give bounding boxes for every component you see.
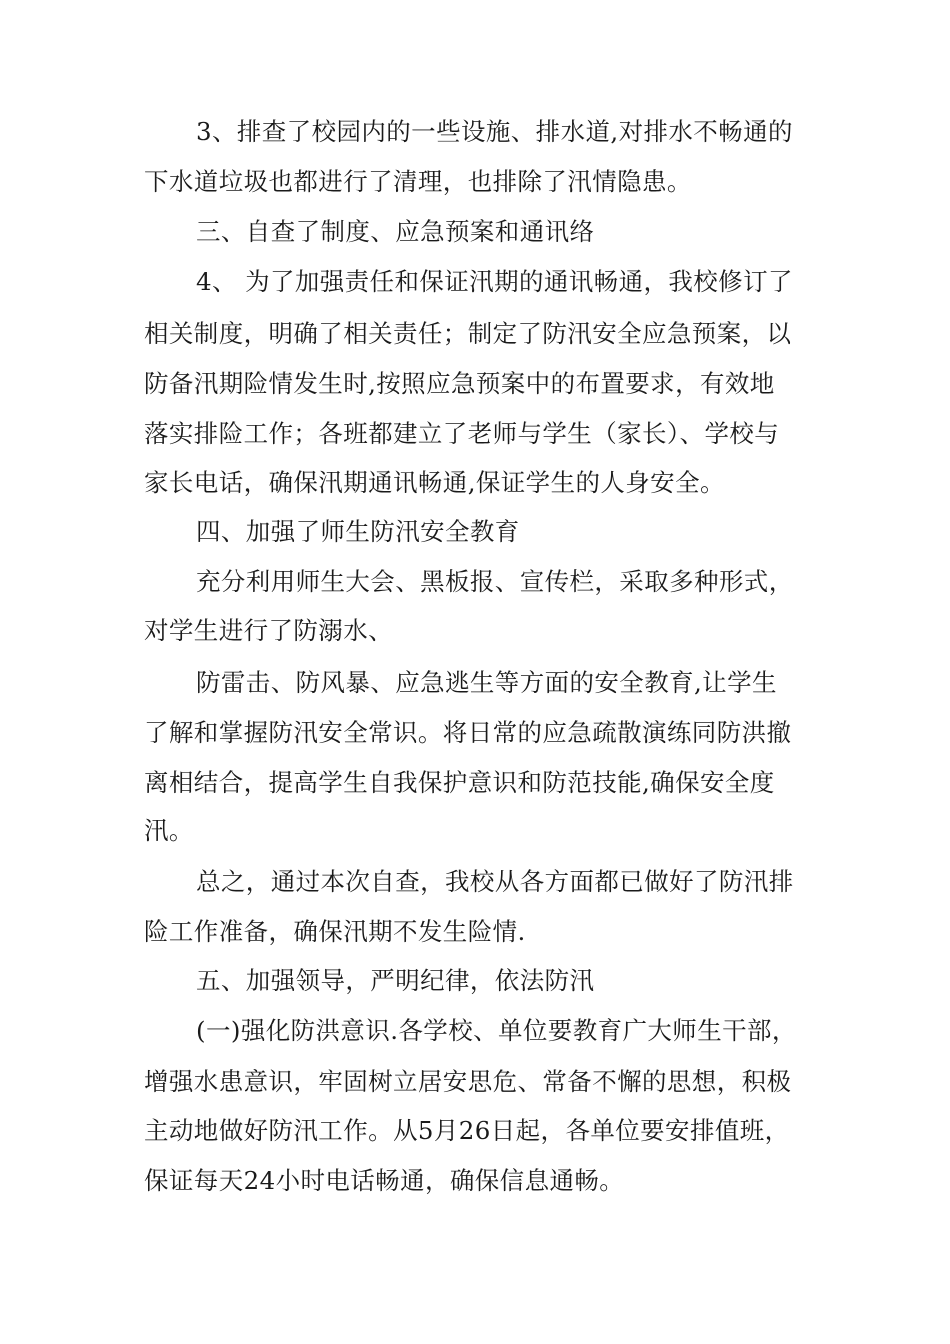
section-heading: 五、加强领导，严明纪律，依法防汛: [196, 966, 595, 995]
text-line: 防雷击、防风暴、应急逃生等方面的安全教育,让学生: [196, 668, 777, 697]
text-line: 家长电话，确保汛期通讯畅通,保证学生的人身安全。: [144, 468, 725, 497]
section-heading: 三、自查了制度、应急预案和通讯络: [196, 217, 595, 246]
text-line: 险工作准备，确保汛期不发生险情.: [144, 917, 526, 946]
text-line: 离相结合，提高学生自我保护意识和防范技能,确保安全度: [144, 768, 775, 797]
text-line: 落实排险工作；各班都建立了老师与学生（家长）、学校与: [144, 419, 780, 448]
text-line: 汛。: [144, 816, 194, 845]
text-line: 相关制度，明确了相关责任；制定了防汛安全应急预案，以: [144, 319, 792, 348]
section-heading: 四、加强了师生防汛安全教育: [196, 517, 520, 546]
text-line: 对学生进行了防溺水、: [144, 616, 393, 645]
text-line: 3、排查了校园内的一些设施、排水道,对排水不畅通的: [196, 117, 793, 146]
text-line: 主动地做好防汛工作。从5月26日起，各单位要安排值班，: [144, 1116, 790, 1145]
text-line: 保证每天24小时电话畅通，确保信息通畅。: [144, 1166, 625, 1195]
text-line: 防备汛期险情发生时,按照应急预案中的布置要求，有效地: [144, 369, 775, 398]
text-line: 总之，通过本次自查，我校从各方面都已做好了防汛排: [196, 867, 794, 896]
text-line: 下水道垃圾也都进行了清理，也排除了汛情隐患。: [144, 167, 692, 196]
text-line: 增强水患意识，牢固树立居安思危、常备不懈的思想，积极: [144, 1067, 792, 1096]
text-line: 充分利用师生大会、黑板报、宣传栏，采取多种形式，: [196, 567, 794, 596]
text-line: 了解和掌握防汛安全常识。将日常的应急疏散演练同防洪撤: [144, 718, 792, 747]
text-line: (一)强化防洪意识.各学校、单位要教育广大师生干部，: [196, 1016, 797, 1045]
text-line: 4、 为了加强责任和保证汛期的通讯畅通，我校修订了: [196, 267, 793, 296]
